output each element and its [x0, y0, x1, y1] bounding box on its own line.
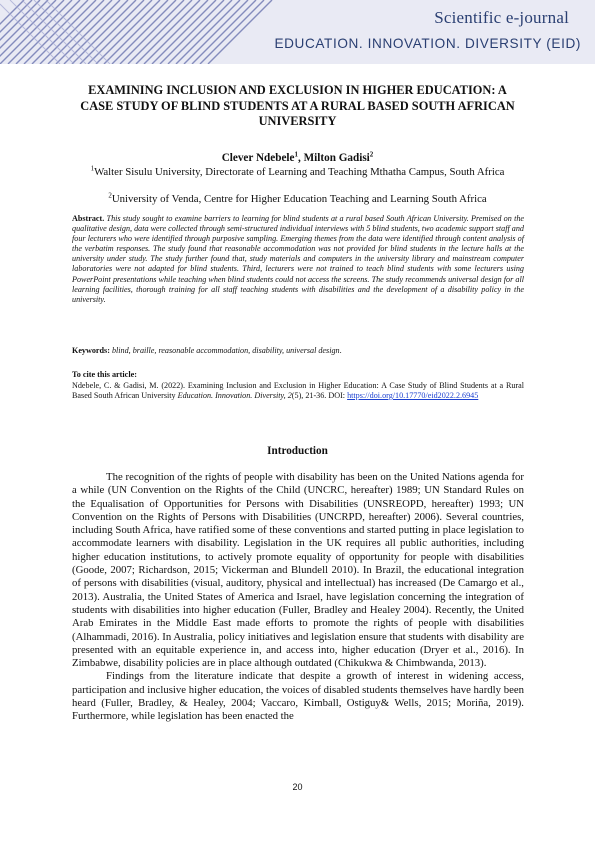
section-heading-introduction: Introduction	[267, 445, 328, 457]
abstract	[72, 214, 524, 305]
author-line	[60, 152, 535, 164]
page-number: 20	[292, 782, 303, 792]
keywords-list: blind, braille, reasonable accommodation, disability, universal design	[109, 346, 340, 355]
abstract-label: Abstract.	[72, 214, 105, 223]
paragraph: Findings from the literature indicate that despite a growth of interest in widening access, participation and inclusive higher education, the voices of disabled students themselves have hardly been heard (Fuller, Bradley, & Healey, 2004; Vaccaro, Kimball, Ostiguy& Wells, 2015; Moriña, 2019). Furthermore, while legislation has been enacted the	[72, 670, 524, 723]
keywords-end: .	[339, 346, 342, 355]
diagonal-stripes-graphic	[0, 0, 330, 64]
author-name: Milton Gadisi	[303, 152, 370, 164]
author-affil-mark: 1	[294, 150, 298, 159]
author-affil-mark: 2	[369, 150, 374, 159]
citation-journal: Education. Innovation. Diversity, 2	[177, 391, 292, 400]
author-separator: ,	[298, 152, 304, 164]
journal-subtitle: EDUCATION. INNOVATION. DIVERSITY (EID)	[274, 36, 581, 51]
citation-heading: To cite this article:	[72, 370, 137, 379]
affiliation-mark: 2	[108, 191, 112, 200]
abstract-text: This study sought to examine barriers to learning for blind students at a rural based South African University. Premised on the qualitative design, data were collected through semi-structured individual interviews with 5 blind students, two academic support staff and four lecturers who were identified through purposive sampling. Emerging themes from the data were identified through content analysis of the verbatim responses. The study found that reasonable accommodation was not provided for blind students in the lecture halls at the university under study. The study further found that, study materials and computers in the university library and mainstream computer laboratories were not adapted for blind students. Third, lecturers were not trained to teach blind students with some lecturers using PowerPoint presentations while teaching when blind students could not access the screens. The study recommends universal design for all learning facilities, thorough training for all staff teaching students with disabilities and the development of a disability policy in the university.	[72, 214, 524, 304]
affiliation-text: Walter Sisulu University, Directorate of Learning and Teaching Mthatha Campus, South Africa	[94, 166, 505, 178]
affiliation-mark: 1	[90, 164, 95, 173]
keywords-label: Keywords:	[72, 346, 110, 355]
journal-banner	[0, 0, 595, 64]
doi-link[interactable]: https://doi.org/10.17770/eid2022.2.6945	[347, 391, 479, 400]
author-name: Clever Ndebele	[221, 152, 295, 164]
introduction-body	[72, 471, 524, 724]
affiliation-1	[60, 166, 535, 179]
affiliation-text: University of Venda, Centre for Higher Education Teaching and Learning South Africa	[111, 193, 487, 205]
article-title: EXAMINING INCLUSION AND EXCLUSION IN HIGHER EDUCATION: A CASE STUDY OF BLIND STUDENTS AT A RURAL BASED SOUTH AFRICAN UNIVERSITY	[80, 83, 515, 128]
citation-reference: Ndebele, C. & Gadisi, M. (2022). Examining Inclusion and Exclusion in Higher Education: A Case Study of Blind Students at a Rural Based South African University	[72, 381, 524, 400]
citation-issue: (5), 21-36. DOI:	[291, 391, 348, 400]
citation-text	[72, 381, 524, 401]
keywords	[72, 346, 524, 356]
affiliation-2	[60, 193, 535, 206]
paragraph: The recognition of the rights of people with disability has been on the United Nations agenda for a while (UN Convention on the Rights of the Child (UNCRC, hereafter) 1989; UN Standard Rules on the Equalisation of Opportunities for Persons with Disabilities (UNSREOPD, hereafter) 1993; UN Convention on the Rights of Persons with Disabilities (UNCRPD, hereafter) 2006). Several countries, including South Africa, have ratified some of these conventions and started putting in place legislation to accommodate learners with disability. Legislation in the UK requires all public authorities, including higher education institutions, to actively promote equality of opportunity for people with disabilities (Goode, 2007; Richardson, 2015; Vickerman and Blundell 2010). In Brazil, the educational integration of persons with disabilities (visual, auditory, physical and intellectual) has increased (De Camargo et al., 2013). Australia, the United States of America and Israel, have legislation concerning the integration of students with disabilities into higher education (Fuller, Bradley and Healey 2004). Recently, the United Arab Emirates in the Middle East made efforts to promote the rights of people with disabilities (Alhammadi, 2016). In Australia, policy initiatives and legislation ensure that students with disability are presented with an equitable experience in, and access into, higher education (Dryer et al., 2016). In Zimbabwe, disability policies are in place although outdated (Chikukwa & Chimbwanda, 2013).	[72, 471, 524, 670]
journal-name: Scientific e-journal	[434, 8, 569, 27]
